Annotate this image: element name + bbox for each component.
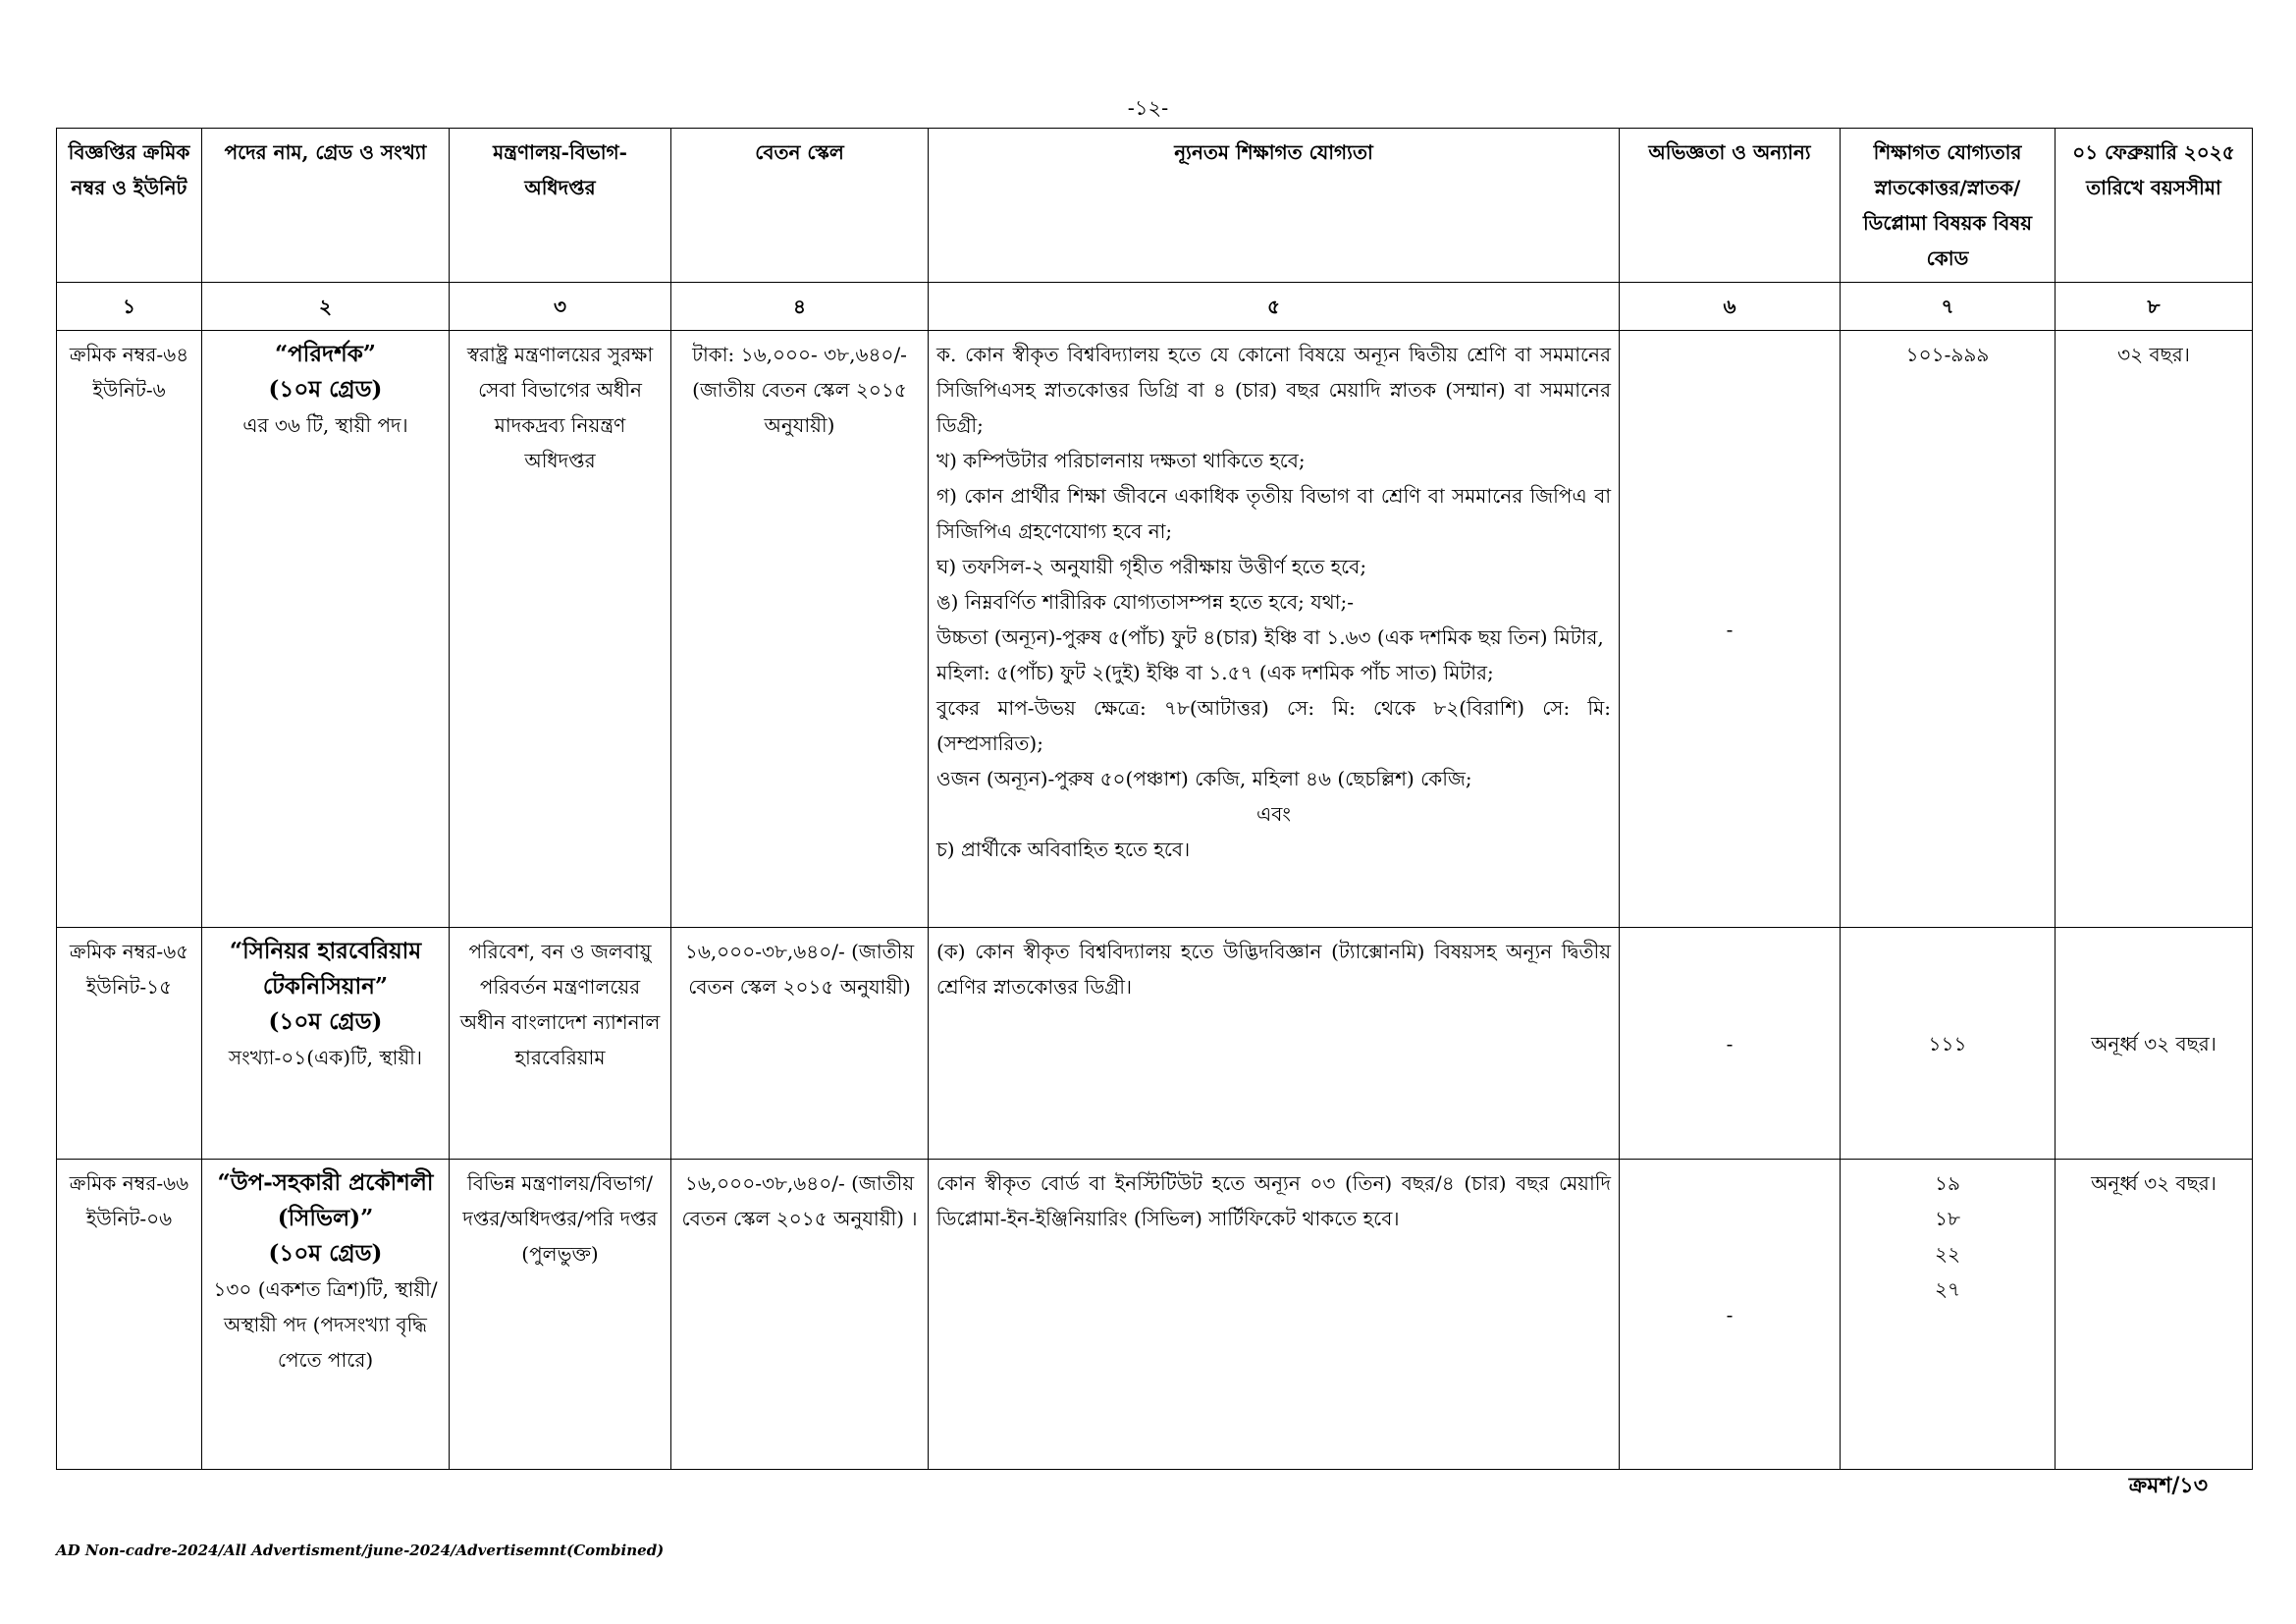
col-number: ৩ bbox=[450, 283, 671, 331]
col-number: ৭ bbox=[1841, 283, 2056, 331]
header-experience: অভিজ্ঞতা ও অন্যান্য bbox=[1620, 129, 1841, 283]
subject-code: ২৭ bbox=[1934, 1277, 1960, 1301]
ministry: বিভিন্ন মন্ত্রণালয়/বিভাগ/ দপ্তর/অধিদপ্তর/পরি দপ্তর (পুলভুক্ত) bbox=[450, 1160, 671, 1470]
subject-codes bbox=[1841, 1160, 2056, 1470]
subject-code: ২২ bbox=[1934, 1242, 1960, 1266]
age-limit: অনূর্ধ্ব ৩২ বছর। bbox=[2056, 1160, 2253, 1470]
qual-item: গ) কোন প্রার্থীর শিক্ষা জীবনে একাধিক তৃতীয় বিভাগ বা শ্রেণি বা সমমানের জিপিএ বা সিজিপিএ গ্রহণেযোগ্য হবে না; bbox=[936, 484, 1611, 543]
post-count: এর ৩৬ টি, স্থায়ী পদ। bbox=[242, 413, 408, 437]
post-count: সংখ্যা-০১(এক)টি, স্থায়ী। bbox=[228, 1046, 423, 1069]
serial-unit: ক্রমিক নম্বর-৬৪ ইউনিট-৬ bbox=[57, 331, 202, 928]
col-number: ৪ bbox=[671, 283, 929, 331]
post-grade: (১০ম গ্রেড) bbox=[268, 1240, 383, 1267]
qual-item: ঙ) নিম্নবর্ণিত শারীরিক যোগ্যতাসম্পন্ন হতে হবে; যথা;- bbox=[936, 590, 1355, 614]
age-limit: অনূর্ধ্ব ৩২ বছর। bbox=[2056, 928, 2253, 1160]
pay-scale: ১৬,০০০-৩৮,৬৪০/- (জাতীয় বেতন স্কেল ২০১৫ অনুযায়ী) bbox=[671, 928, 929, 1160]
table-row bbox=[57, 928, 2253, 1160]
post-cell bbox=[202, 1160, 450, 1470]
qual-item: ঘ) তফসিল-২ অনুযায়ী গৃহীত পরীক্ষায় উত্তীর্ণ হতে হবে; bbox=[936, 555, 1367, 578]
qual-item: খ) কম্পিউটার পরিচালনায় দক্ষতা থাকিতে হবে; bbox=[936, 449, 1306, 472]
qual-item: বুকের মাপ-উভয় ক্ষেত্রে: ৭৮(আটাত্তর) সে: মি: থেকে ৮২(বিরাশি) সে: মি: (সম্প্রসারিত); bbox=[936, 696, 1611, 755]
experience: - bbox=[1620, 331, 1841, 928]
experience: - bbox=[1620, 928, 1841, 1160]
qual-item: চ) প্রার্থীকে অবিবাহিত হতে হবে। bbox=[936, 838, 1191, 861]
col-number: ৬ bbox=[1620, 283, 1841, 331]
post-cell bbox=[202, 331, 450, 928]
post-name: “সিনিয়র হারবেরিয়াম টেকনিসিয়ান” bbox=[229, 938, 422, 1000]
qual-item: মহিলা: ৫(পাঁচ) ফুট ২(দুই) ইঞ্চি বা ১.৫৭ (এক দশমিক পাঁচ সাত) মিটার; bbox=[936, 661, 1494, 684]
post-grade: (১০ম গ্রেড) bbox=[268, 376, 383, 403]
header-age-limit: ০১ ফেব্রুয়ারি ২০২৫ তারিখে বয়সসীমা bbox=[2056, 129, 2253, 283]
continued-marker: ক্রমশ/১৩ bbox=[2128, 1473, 2208, 1498]
experience: - bbox=[1620, 1160, 1841, 1470]
qual-item: ক. কোন স্বীকৃত বিশ্ববিদ্যালয় হতে যে কোনো বিষয়ে অন্যূন দ্বিতীয় শ্রেণি বা সমমানের সিজিপিএসহ স্নাতকোত্তর ডিগ্রি বা ৪ (চার) বছর মেয়াদি স্নাতক (সম্মান) বা সমমানের ডিগ্রী; bbox=[936, 343, 1611, 437]
qualification bbox=[929, 928, 1620, 1160]
header-subject-code: শিক্ষাগত যোগ্যতার স্নাতকোত্তর/স্নাতক/ ডিপ্লোমা বিষয়ক বিষয় কোড bbox=[1841, 129, 2056, 283]
qual-item: কোন স্বীকৃত বোর্ড বা ইনস্টিটিউট হতে অন্যূন ০৩ (তিন) বছর/৪ (চার) বছর মেয়াদি ডিপ্লোমা-ইন-ইঞ্জিনিয়ারিং (সিভিল) সার্টিফিকেট থাকতে হবে। bbox=[936, 1171, 1611, 1230]
subject-code: ১৯ bbox=[1935, 1171, 1960, 1195]
header-serial: বিজ্ঞপ্তির ক্রমিক নম্বর ও ইউনিট bbox=[57, 129, 202, 283]
serial-unit: ক্রমিক নম্বর-৬৬ ইউনিট-০৬ bbox=[57, 1160, 202, 1470]
pay-scale: টাকা: ১৬,০০০- ৩৮,৬৪০/- (জাতীয় বেতন স্কেল ২০১৫ অনুযায়ী) bbox=[671, 331, 929, 928]
footer-path: AD Non-cadre-2024/All Advertisment/june-2024/Advertisemnt(Combined) bbox=[56, 1542, 665, 1559]
qual-item: উচ্চতা (অন্যূন)-পুরুষ ৫(পাঁচ) ফুট ৪(চার) ইঞ্চি বা ১.৬৩ (এক দশমিক ছয় তিন) মিটার, bbox=[936, 625, 1604, 649]
qual-item: (ক) কোন স্বীকৃত বিশ্ববিদ্যালয় হতে উদ্ভিদবিজ্ঞান (ট্যাক্সোনমি) বিষয়সহ অন্যূন দ্বিতীয় শ্রেণির স্নাতকোত্তর ডিগ্রী। bbox=[936, 940, 1611, 999]
table-row bbox=[57, 331, 2253, 928]
ministry: স্বরাষ্ট্র মন্ত্রণালয়ের সুরক্ষা সেবা বিভাগের অধীন মাদকদ্রব্য নিয়ন্ত্রণ অধিদপ্তর bbox=[450, 331, 671, 928]
header-qualification: ন্যূনতম শিক্ষাগত যোগ্যতা bbox=[929, 129, 1620, 283]
header-row bbox=[57, 129, 2253, 283]
qualification bbox=[929, 331, 1620, 928]
serial-unit: ক্রমিক নম্বর-৬৫ ইউনিট-১৫ bbox=[57, 928, 202, 1160]
table-row bbox=[57, 1160, 2253, 1470]
pay-scale: ১৬,০০০-৩৮,৬৪০/- (জাতীয় বেতন স্কেল ২০১৫ অনুযায়ী) । bbox=[671, 1160, 929, 1470]
subject-code: ১১১ bbox=[1841, 928, 2056, 1160]
subject-code: ১০১-৯৯৯ bbox=[1841, 331, 2056, 928]
post-name: “উপ-সহকারী প্রকৌশলী (সিভিল)” bbox=[217, 1169, 434, 1231]
page-number: -১২- bbox=[1127, 96, 1169, 120]
ministry: পরিবেশ, বন ও জলবায়ু পরিবর্তন মন্ত্রণালয়ের অধীন বাংলাদেশ ন্যাশনাল হারবেরিয়াম bbox=[450, 928, 671, 1160]
col-number: ৫ bbox=[929, 283, 1620, 331]
age-limit: ৩২ বছর। bbox=[2056, 331, 2253, 928]
qual-item: ওজন (অন্যূন)-পুরুষ ৫০(পঞ্চাশ) কেজি, মহিলা ৪৬ (ছেচল্লিশ) কেজি; bbox=[936, 767, 1472, 790]
recruitment-table bbox=[56, 128, 2253, 1470]
header-post: পদের নাম, গ্রেড ও সংখ্যা bbox=[202, 129, 450, 283]
qual-conjunction: এবং bbox=[1256, 802, 1291, 826]
post-cell bbox=[202, 928, 450, 1160]
post-count: ১৩০ (একশত ত্রিশ)টি, স্থায়ী/অস্থায়ী পদ (পদসংখ্যা বৃদ্ধি পেতে পারে) bbox=[213, 1277, 438, 1372]
header-ministry: মন্ত্রণালয়-বিভাগ- অধিদপ্তর bbox=[450, 129, 671, 283]
col-number: ১ bbox=[57, 283, 202, 331]
post-name: “পরিদর্শক” bbox=[274, 341, 377, 367]
post-grade: (১০ম গ্রেড) bbox=[268, 1008, 383, 1035]
col-number: ২ bbox=[202, 283, 450, 331]
col-number: ৮ bbox=[2056, 283, 2253, 331]
column-number-row bbox=[57, 283, 2253, 331]
header-pay-scale: বেতন স্কেল bbox=[671, 129, 929, 283]
qualification bbox=[929, 1160, 1620, 1470]
subject-code: ১৮ bbox=[1935, 1207, 1960, 1230]
